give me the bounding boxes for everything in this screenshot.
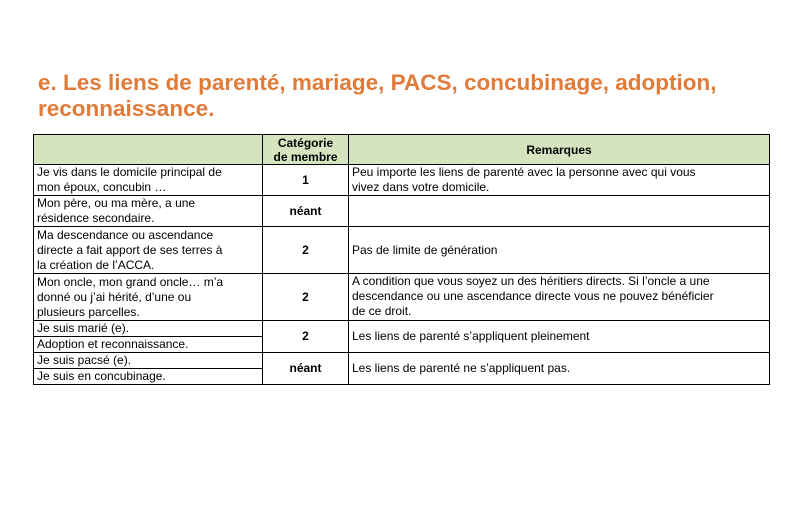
remark-cell bbox=[349, 227, 770, 274]
category-cell: 2 bbox=[263, 321, 349, 353]
remark-text: vivez dans votre domicile. bbox=[352, 180, 490, 194]
category-cell: néant bbox=[263, 353, 349, 385]
section-heading bbox=[38, 70, 778, 122]
remark-text: descendance ou une ascendance directe vous ne pouvez bénéficier bbox=[352, 289, 714, 303]
situation-cell: Je suis en concubinage. bbox=[34, 369, 263, 385]
table-row bbox=[34, 165, 770, 196]
table-row bbox=[34, 353, 770, 369]
remark-text: A condition que vous soyez un des héritiers directs. Si l’oncle a une bbox=[352, 274, 710, 288]
remark-cell bbox=[349, 274, 770, 321]
situation-text: plusieurs parcelles. bbox=[37, 304, 140, 319]
situation-cell bbox=[34, 274, 263, 321]
category-cell: 2 bbox=[263, 274, 349, 321]
header-category bbox=[263, 135, 349, 165]
situation-text: donné ou j’ai hérité, d’une ou bbox=[37, 289, 192, 304]
header-category-line-1: Catégorie bbox=[277, 135, 334, 150]
table-row bbox=[34, 196, 770, 227]
situation-text: mon époux, concubin … bbox=[37, 180, 167, 194]
situation-text: Mon oncle, mon grand oncle… m’a bbox=[37, 274, 224, 289]
situation-cell bbox=[34, 165, 263, 196]
table-row bbox=[34, 227, 770, 274]
section-heading-line-1: e. Les liens de parenté, mariage, PACS, concubinage, adoption, bbox=[38, 70, 717, 95]
table-row bbox=[34, 321, 770, 337]
situation-text: résidence secondaire. bbox=[37, 211, 155, 225]
remark-cell bbox=[349, 196, 770, 227]
table-header-row bbox=[34, 135, 770, 165]
category-cell: 1 bbox=[263, 165, 349, 196]
remark-text: Peu importe les liens de parenté avec la personne avec qui vous bbox=[352, 165, 696, 179]
remark-cell: Les liens de parenté s’appliquent pleinement bbox=[349, 321, 770, 353]
remark-text: Pas de limite de génération bbox=[352, 242, 498, 257]
situation-cell: Je suis pacsé (e). bbox=[34, 353, 263, 369]
situation-text: Je vis dans le domicile principal de bbox=[37, 165, 222, 179]
section-heading-line-2: reconnaissance. bbox=[38, 96, 215, 121]
header-category-line-2: de membre bbox=[273, 149, 338, 164]
category-cell: 2 bbox=[263, 227, 349, 274]
kinship-table bbox=[33, 134, 770, 385]
situation-cell bbox=[34, 196, 263, 227]
situation-cell bbox=[34, 227, 263, 274]
situation-cell: Adoption et reconnaissance. bbox=[34, 337, 263, 353]
situation-text: la création de l’ACCA. bbox=[37, 257, 155, 272]
header-remarks: Remarques bbox=[349, 135, 770, 165]
situation-cell: Je suis marié (e). bbox=[34, 321, 263, 337]
situation-text: Mon père, ou ma mère, a une bbox=[37, 196, 196, 210]
header-situation bbox=[34, 135, 263, 165]
situation-text: Ma descendance ou ascendance bbox=[37, 227, 214, 242]
remark-cell bbox=[349, 165, 770, 196]
category-cell: néant bbox=[263, 196, 349, 227]
remark-cell: Les liens de parenté ne s’appliquent pas. bbox=[349, 353, 770, 385]
table-row bbox=[34, 274, 770, 321]
situation-text: directe a fait apport de ses terres à bbox=[37, 242, 223, 257]
remark-text: de ce droit. bbox=[352, 304, 412, 318]
